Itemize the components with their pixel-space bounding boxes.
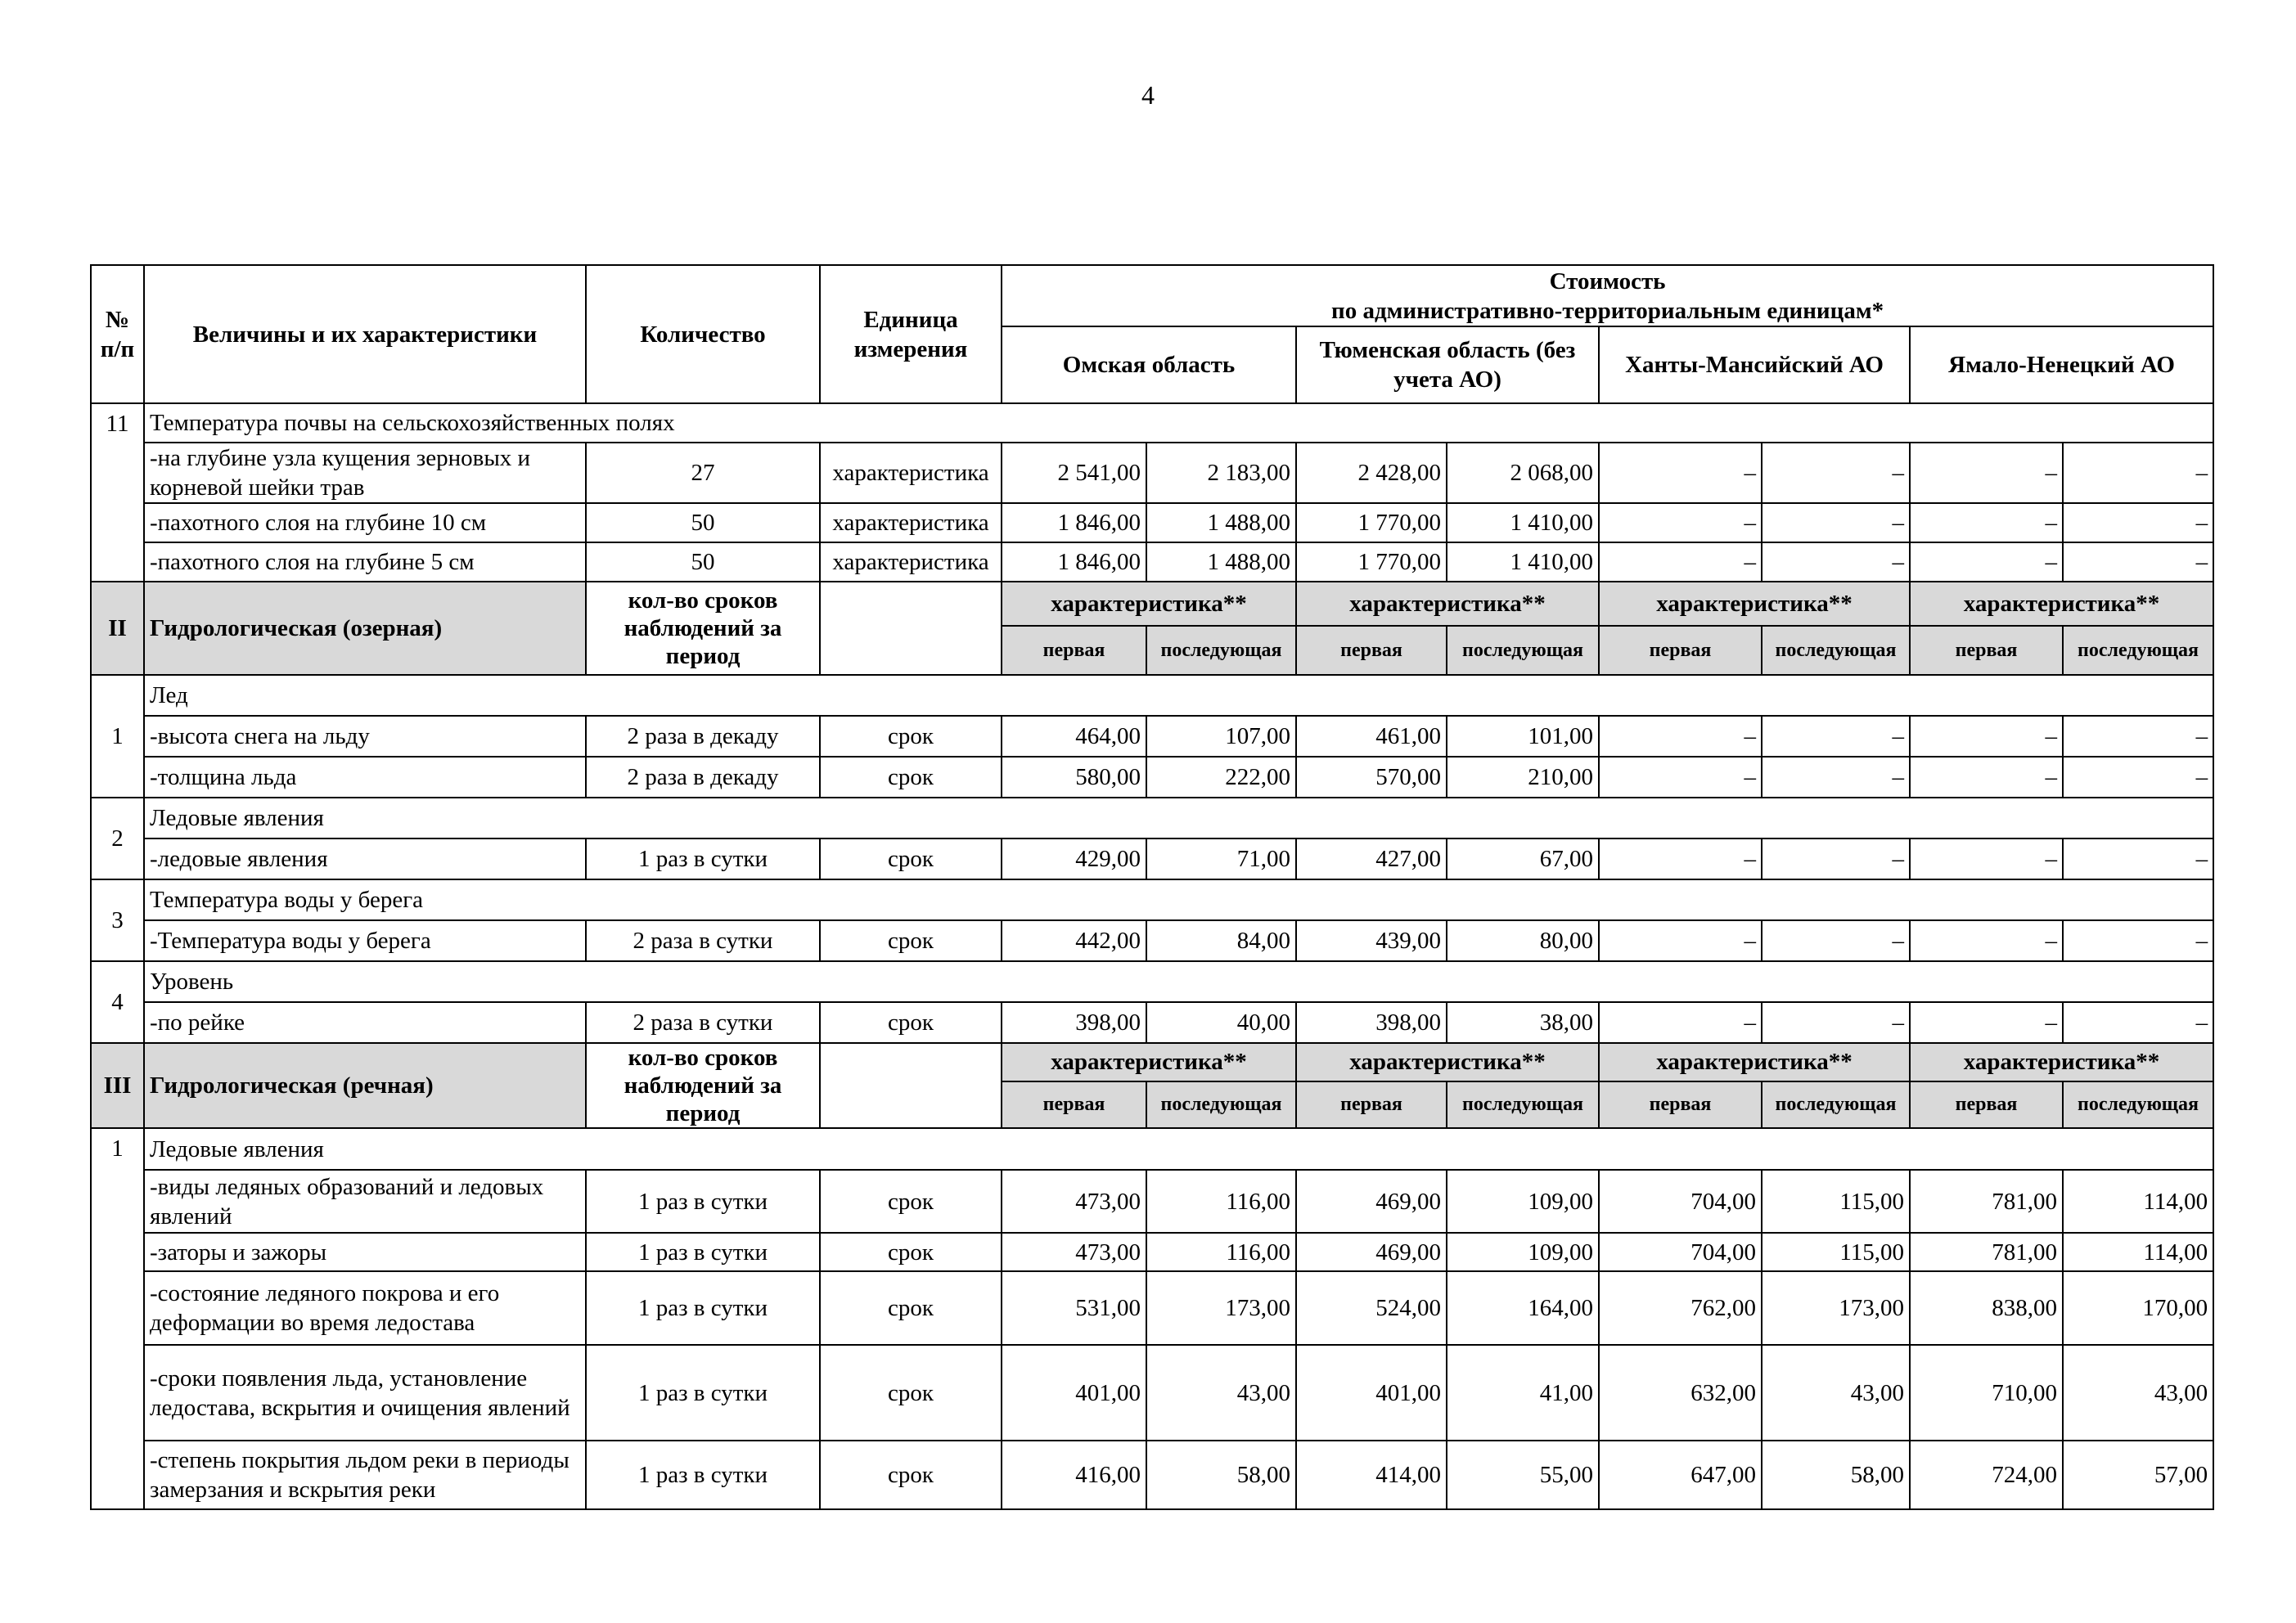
row-value: 58,00	[1762, 1441, 1910, 1509]
table-row	[91, 443, 2213, 503]
row-value: 469,00	[1296, 1233, 1447, 1271]
table-row	[91, 1271, 2213, 1345]
group-title: Температура воды у берега	[144, 879, 2213, 920]
row-value: –	[1762, 503, 1910, 542]
col-unit-header: Единица измерения	[820, 265, 1002, 403]
row-value: –	[1762, 542, 1910, 582]
first-label: первая	[1599, 1081, 1762, 1128]
subsequent-label: последующая	[1762, 1081, 1910, 1128]
row-qty: 1 раз в сутки	[586, 1271, 820, 1345]
row-value: 116,00	[1146, 1233, 1296, 1271]
row-unit: характеристика	[820, 542, 1002, 582]
row-value: –	[1599, 838, 1762, 879]
char-label: характеристика**	[1599, 582, 1910, 626]
row-value: –	[1762, 920, 1910, 961]
row-value: 762,00	[1599, 1271, 1762, 1345]
table-row	[91, 757, 2213, 798]
row-unit: срок	[820, 838, 1002, 879]
subsequent-label: последующая	[2063, 1081, 2213, 1128]
group-num: 1	[91, 675, 144, 798]
row-unit: срок	[820, 716, 1002, 757]
row-value: 464,00	[1002, 716, 1146, 757]
table-row	[91, 542, 2213, 582]
row-value: 710,00	[1910, 1345, 2063, 1441]
row-name: -степень покрытия льдом реки в периоды замерзания и вскрытия реки	[144, 1441, 586, 1509]
row-value: 109,00	[1447, 1170, 1599, 1233]
cost-table	[90, 264, 2214, 1510]
row-value: 173,00	[1146, 1271, 1296, 1345]
section-unit-blank	[820, 1043, 1002, 1128]
row-name: -сроки появления льда, установление ледостава, вскрытия и очищения явлений	[144, 1345, 586, 1441]
row-value: 1 410,00	[1447, 542, 1599, 582]
cost-subtitle: по административно-территориальным единицам*	[1331, 297, 1884, 324]
char-label: характеристика**	[1296, 582, 1599, 626]
row-value: 57,00	[2063, 1441, 2213, 1509]
group-num: 11	[91, 403, 144, 443]
region-khmao: Ханты-Мансийский АО	[1599, 326, 1910, 403]
row-value: 55,00	[1447, 1441, 1599, 1509]
row-value: –	[2063, 757, 2213, 798]
row-qty: 2 раза в сутки	[586, 920, 820, 961]
table-row	[91, 1233, 2213, 1271]
char-label: характеристика**	[1910, 582, 2213, 626]
col-qty-header: Количество	[586, 265, 820, 403]
subsequent-label: последующая	[1146, 1081, 1296, 1128]
row-name: -заторы и зажоры	[144, 1233, 586, 1271]
section-qty-header: кол-во сроков наблюдений за период	[586, 1043, 820, 1128]
first-label: первая	[1002, 626, 1146, 675]
row-value: –	[2063, 838, 2213, 879]
row-value: 416,00	[1002, 1441, 1146, 1509]
row-value: –	[2063, 503, 2213, 542]
row-qty: 2 раза в декаду	[586, 716, 820, 757]
row-value: 109,00	[1447, 1233, 1599, 1271]
first-label: первая	[1910, 626, 2063, 675]
row-qty: 1 раз в сутки	[586, 1345, 820, 1441]
row-value: 173,00	[1762, 1271, 1910, 1345]
row-name: -виды ледяных образований и ледовых явлений	[144, 1170, 586, 1233]
row-num-cell	[91, 443, 144, 503]
table-row	[91, 716, 2213, 757]
row-qty: 27	[586, 443, 820, 503]
row-unit: срок	[820, 920, 1002, 961]
subsequent-label: последующая	[1146, 626, 1296, 675]
first-label: первая	[1910, 1081, 2063, 1128]
row-name: -на глубине узла кущения зерновых и корневой шейки трав	[144, 443, 586, 503]
row-name: -ледовые явления	[144, 838, 586, 879]
col-name-header: Величины и их характеристики	[144, 265, 586, 403]
region-omsk: Омская область	[1002, 326, 1296, 403]
first-label: первая	[1002, 1081, 1146, 1128]
row-value: –	[1910, 838, 2063, 879]
row-value: 116,00	[1146, 1170, 1296, 1233]
region-yanao: Ямало-Ненецкий АО	[1910, 326, 2213, 403]
row-value: 2 183,00	[1146, 443, 1296, 503]
row-value: 414,00	[1296, 1441, 1447, 1509]
group-title: Уровень	[144, 961, 2213, 1002]
row-value: 1 846,00	[1002, 503, 1146, 542]
row-value: 71,00	[1146, 838, 1296, 879]
row-value: –	[1910, 1002, 2063, 1043]
row-value: 1 488,00	[1146, 542, 1296, 582]
row-qty: 50	[586, 542, 820, 582]
row-qty: 1 раз в сутки	[586, 838, 820, 879]
row-value: –	[2063, 542, 2213, 582]
row-value: 114,00	[2063, 1233, 2213, 1271]
row-value: –	[2063, 443, 2213, 503]
row-value: 38,00	[1447, 1002, 1599, 1043]
group-title-row	[91, 403, 2213, 443]
row-value: 58,00	[1146, 1441, 1296, 1509]
row-value: 401,00	[1296, 1345, 1447, 1441]
row-value: 580,00	[1002, 757, 1146, 798]
group-title: Ледовые явления	[144, 798, 2213, 838]
row-unit: срок	[820, 1271, 1002, 1345]
row-unit: характеристика	[820, 443, 1002, 503]
row-value: 101,00	[1447, 716, 1599, 757]
char-label: характеристика**	[1002, 1043, 1296, 1081]
char-label: характеристика**	[1910, 1043, 2213, 1081]
row-value: 40,00	[1146, 1002, 1296, 1043]
row-name: -толщина льда	[144, 757, 586, 798]
row-value: 531,00	[1002, 1271, 1146, 1345]
row-value: 473,00	[1002, 1170, 1146, 1233]
row-value: 632,00	[1599, 1345, 1762, 1441]
table-row	[91, 1002, 2213, 1043]
row-value: –	[1599, 542, 1762, 582]
row-qty: 2 раза в сутки	[586, 1002, 820, 1043]
row-value: –	[1599, 716, 1762, 757]
group-title-row	[91, 1128, 2213, 1170]
row-unit: срок	[820, 1345, 1002, 1441]
row-value: –	[2063, 920, 2213, 961]
group-title-row	[91, 675, 2213, 716]
row-value: 67,00	[1447, 838, 1599, 879]
row-value: 647,00	[1599, 1441, 1762, 1509]
row-value: 461,00	[1296, 716, 1447, 757]
first-label: первая	[1296, 626, 1447, 675]
row-value: 469,00	[1296, 1170, 1447, 1233]
group-num: 2	[91, 798, 144, 879]
row-value: 164,00	[1447, 1271, 1599, 1345]
header-row-1	[91, 265, 2213, 326]
row-unit: характеристика	[820, 503, 1002, 542]
char-label: характеристика**	[1599, 1043, 1910, 1081]
group-title-row	[91, 961, 2213, 1002]
first-label: первая	[1599, 626, 1762, 675]
row-value: 43,00	[1146, 1345, 1296, 1441]
row-value: 781,00	[1910, 1233, 2063, 1271]
row-unit: срок	[820, 1441, 1002, 1509]
subsequent-label: последующая	[2063, 626, 2213, 675]
row-value: 1 770,00	[1296, 542, 1447, 582]
row-name: -Температура воды у берега	[144, 920, 586, 961]
table-row	[91, 1441, 2213, 1509]
group-title-row	[91, 879, 2213, 920]
row-value: 210,00	[1447, 757, 1599, 798]
row-value: 43,00	[1762, 1345, 1910, 1441]
row-value: 115,00	[1762, 1233, 1910, 1271]
group-title: Лед	[144, 675, 2213, 716]
row-value: –	[1910, 443, 2063, 503]
cost-header	[1002, 265, 2213, 326]
section-title: Гидрологическая (озерная)	[144, 582, 586, 675]
group-title: Ледовые явления	[144, 1128, 2213, 1170]
row-value: –	[2063, 716, 2213, 757]
row-qty: 50	[586, 503, 820, 542]
row-unit: срок	[820, 757, 1002, 798]
row-value: 114,00	[2063, 1170, 2213, 1233]
row-value: 724,00	[1910, 1441, 2063, 1509]
row-value: 398,00	[1296, 1002, 1447, 1043]
row-unit: срок	[820, 1233, 1002, 1271]
row-name: -по рейке	[144, 1002, 586, 1043]
row-value: 222,00	[1146, 757, 1296, 798]
row-value: –	[1762, 838, 1910, 879]
row-value: –	[1599, 443, 1762, 503]
row-num-cell	[91, 542, 144, 582]
region-tyumen: Тюменская область (без учета АО)	[1296, 326, 1599, 403]
section-num: II	[91, 582, 144, 675]
group-num: 4	[91, 961, 144, 1043]
section-qty-header: кол-во сроков наблюдений за период	[586, 582, 820, 675]
row-value: 570,00	[1296, 757, 1447, 798]
row-value: 398,00	[1002, 1002, 1146, 1043]
table-row	[91, 920, 2213, 961]
row-name: -пахотного слоя на глубине 10 см	[144, 503, 586, 542]
row-name: -высота снега на льду	[144, 716, 586, 757]
row-value: 781,00	[1910, 1170, 2063, 1233]
row-num-cell	[91, 503, 144, 542]
row-value: 442,00	[1002, 920, 1146, 961]
row-value: 427,00	[1296, 838, 1447, 879]
char-label: характеристика**	[1296, 1043, 1599, 1081]
row-name: -пахотного слоя на глубине 5 см	[144, 542, 586, 582]
row-value: 1 770,00	[1296, 503, 1447, 542]
row-value: –	[1910, 920, 2063, 961]
row-value: 704,00	[1599, 1233, 1762, 1271]
row-value: 2 541,00	[1002, 443, 1146, 503]
section-header-row	[91, 582, 2213, 626]
row-value: 80,00	[1447, 920, 1599, 961]
char-label: характеристика**	[1002, 582, 1296, 626]
row-value: –	[1910, 542, 2063, 582]
row-value: 704,00	[1599, 1170, 1762, 1233]
row-value: –	[1762, 716, 1910, 757]
table-row	[91, 838, 2213, 879]
row-value: –	[1599, 757, 1762, 798]
row-value: –	[1599, 920, 1762, 961]
section-num: III	[91, 1043, 144, 1128]
section-title: Гидрологическая (речная)	[144, 1043, 586, 1128]
row-value: 473,00	[1002, 1233, 1146, 1271]
row-unit: срок	[820, 1002, 1002, 1043]
row-value: –	[1910, 757, 2063, 798]
row-unit: срок	[820, 1170, 1002, 1233]
row-value: –	[1762, 1002, 1910, 1043]
row-value: –	[1762, 443, 1910, 503]
page-number: 4	[1141, 80, 1155, 110]
row-value: –	[1599, 503, 1762, 542]
table-row	[91, 503, 2213, 542]
row-value: –	[1910, 503, 2063, 542]
row-value: –	[1599, 1002, 1762, 1043]
row-value: 43,00	[2063, 1345, 2213, 1441]
row-value: 2 428,00	[1296, 443, 1447, 503]
row-value: 1 488,00	[1146, 503, 1296, 542]
row-value: 524,00	[1296, 1271, 1447, 1345]
row-value: –	[1910, 716, 2063, 757]
row-value: 1 410,00	[1447, 503, 1599, 542]
row-value: 429,00	[1002, 838, 1146, 879]
row-value: –	[1762, 757, 1910, 798]
row-value: 107,00	[1146, 716, 1296, 757]
table-row	[91, 1170, 2213, 1233]
subsequent-label: последующая	[1762, 626, 1910, 675]
row-value: 41,00	[1447, 1345, 1599, 1441]
row-value: 170,00	[2063, 1271, 2213, 1345]
section-unit-blank	[820, 582, 1002, 675]
row-value: 1 846,00	[1002, 542, 1146, 582]
row-qty: 1 раз в сутки	[586, 1233, 820, 1271]
row-value: –	[2063, 1002, 2213, 1043]
row-value: 2 068,00	[1447, 443, 1599, 503]
table-row	[91, 1345, 2213, 1441]
first-label: первая	[1296, 1081, 1447, 1128]
group-title-row	[91, 798, 2213, 838]
section-header-row	[91, 1043, 2213, 1081]
row-value: 439,00	[1296, 920, 1447, 961]
row-value: 115,00	[1762, 1170, 1910, 1233]
cost-title: Стоимость	[1549, 268, 1666, 294]
subsequent-label: последующая	[1447, 1081, 1599, 1128]
group-num: 1	[91, 1128, 144, 1509]
group-num: 3	[91, 879, 144, 961]
row-value: 84,00	[1146, 920, 1296, 961]
group-title: Температура почвы на сельскохозяйственных полях	[144, 403, 2213, 443]
row-qty: 1 раз в сутки	[586, 1170, 820, 1233]
row-qty: 2 раза в декаду	[586, 757, 820, 798]
row-value: 838,00	[1910, 1271, 2063, 1345]
row-qty: 1 раз в сутки	[586, 1441, 820, 1509]
col-num-header: № п/п	[91, 265, 144, 403]
subsequent-label: последующая	[1447, 626, 1599, 675]
row-name: -состояние ледяного покрова и его деформации во время ледостава	[144, 1271, 586, 1345]
row-value: 401,00	[1002, 1345, 1146, 1441]
